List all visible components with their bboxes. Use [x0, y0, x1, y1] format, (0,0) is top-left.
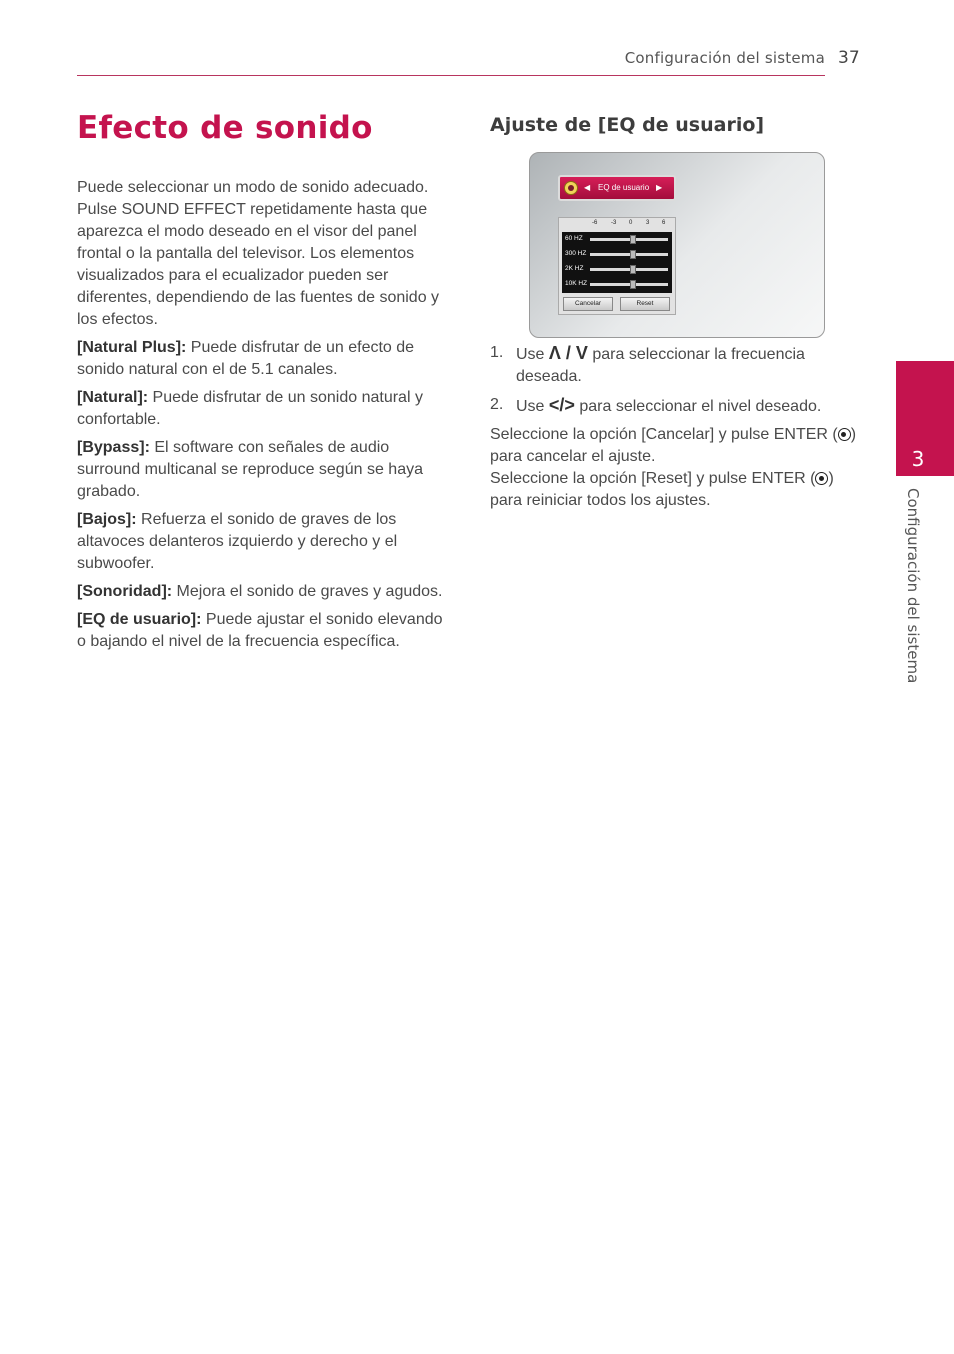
eq-bands [562, 232, 672, 293]
header-section-title: Configuración del sistema [624, 49, 825, 67]
section-title: Ajuste de [EQ de usuario] [490, 114, 765, 136]
eq-band-label: 300 HZ [565, 250, 587, 257]
enter-icon [815, 472, 828, 485]
page-title: Efecto de sonido [77, 110, 373, 146]
mode-desc: Puede disfrutar de un efecto de sonido natural con el de 5.1 canales. [77, 339, 415, 378]
eq-band-row [562, 277, 672, 292]
intro-paragraph: Puede seleccionar un modo de sonido adecuado. Pulse SOUND EFFECT repetidamente hasta que aparezca el modo deseado en el visor del panel frontal o la pantalla del televisor. Los elementos visualizados para el ecualizador pueden ser diferentes, dependiendo de las fuentes de sonido y los efectos. [77, 179, 440, 328]
eq-slider-track [590, 253, 668, 256]
header-rule [77, 75, 825, 76]
eq-scale-tick: -6 [592, 220, 598, 226]
eq-scale-tick: 6 [662, 220, 666, 226]
mode-term: [Natural Plus]: [77, 339, 187, 356]
eq-band-row [562, 247, 672, 262]
mode-desc: Puede disfrutar de un sonido natural y confortable. [77, 389, 423, 428]
mode-term: [Natural]: [77, 389, 149, 406]
step-text-pre: Use [516, 398, 549, 415]
eq-band-row [562, 232, 672, 247]
step-text-post: para seleccionar el nivel deseado. [574, 398, 822, 415]
cancel-note [490, 424, 858, 468]
step-text-post: para seleccionar la frecuencia deseada. [516, 346, 805, 385]
chapter-label: Configuración del sistema [904, 488, 922, 684]
step-item [490, 342, 858, 388]
eq-scale-tick: 0 [629, 220, 633, 226]
mode-term: [Bypass]: [77, 439, 150, 456]
eq-slider-track [590, 268, 668, 271]
mode-desc: El software con señales de audio surround multicanal se reproduce según se haya grabado. [77, 439, 423, 500]
eq-slider-thumb [630, 280, 636, 289]
mode-term: [EQ de usuario]: [77, 611, 202, 628]
left-column [77, 177, 455, 659]
reset-note [490, 468, 858, 512]
eq-scale-tick: -3 [611, 220, 617, 226]
eq-band-label: 2K HZ [565, 265, 584, 272]
step-number: 2. [490, 396, 504, 413]
cancel-note-pre: Seleccione la opción [Cancelar] y pulse ENTER ( [490, 426, 838, 443]
cancel-note-post: ) para cancelar el ajuste. [490, 426, 857, 465]
page-number: 37 [838, 48, 860, 68]
mode-natural [77, 387, 455, 431]
eq-cancel-button: Cancelar [563, 297, 613, 311]
left-right-arrows-icon: </> [548, 395, 575, 415]
eq-slider-track [590, 238, 668, 241]
eq-band-label: 60 HZ [565, 235, 583, 242]
chapter-tab [896, 361, 954, 476]
arrow-left-icon: ◀ [584, 183, 591, 192]
mode-eq-usuario [77, 609, 455, 653]
mode-desc: Refuerza el sonido de graves de los altavoces delanteros izquierdo y derecho y el subwoofer. [77, 511, 398, 572]
mode-term: [Bajos]: [77, 511, 137, 528]
steps-list [490, 342, 858, 418]
eq-screen-illustration [529, 152, 825, 338]
up-down-arrows-icon: Λ / V [548, 343, 588, 363]
eq-reset-button: Reset [620, 297, 670, 311]
enter-icon [838, 428, 851, 441]
eq-slider-thumb [630, 235, 636, 244]
eq-scale-tick: 3 [646, 220, 650, 226]
step-number: 1. [490, 344, 504, 361]
mode-bypass [77, 437, 455, 503]
reset-note-post: ) para reiniciar todos los ajustes. [490, 470, 834, 509]
chapter-number: 3 [911, 447, 925, 471]
mode-desc: Mejora el sonido de graves y agudos. [172, 583, 443, 600]
eq-menu-bar [558, 175, 676, 201]
reset-note-pre: Seleccione la opción [Reset] y pulse ENTER ( [490, 470, 816, 487]
eq-slider-thumb [630, 265, 636, 274]
step-text-pre: Use [516, 346, 549, 363]
mode-desc: Puede ajustar el sonido elevando o bajando el nivel de la frecuencia específica. [77, 611, 443, 650]
eq-slider-thumb [630, 250, 636, 259]
eq-band-row [562, 262, 672, 277]
arrow-right-icon: ▶ [656, 183, 663, 192]
mode-natural-plus [77, 337, 455, 381]
eq-scale [559, 220, 677, 230]
eq-slider-track [590, 283, 668, 286]
mode-sonoridad [77, 581, 455, 603]
right-column [490, 342, 858, 512]
speaker-icon [564, 181, 578, 195]
mode-bajos [77, 509, 455, 575]
eq-menu-label: EQ de usuario [598, 183, 650, 192]
eq-panel [558, 217, 676, 315]
step-item [490, 394, 858, 418]
mode-term: [Sonoridad]: [77, 583, 173, 600]
eq-band-label: 10K HZ [565, 280, 588, 287]
